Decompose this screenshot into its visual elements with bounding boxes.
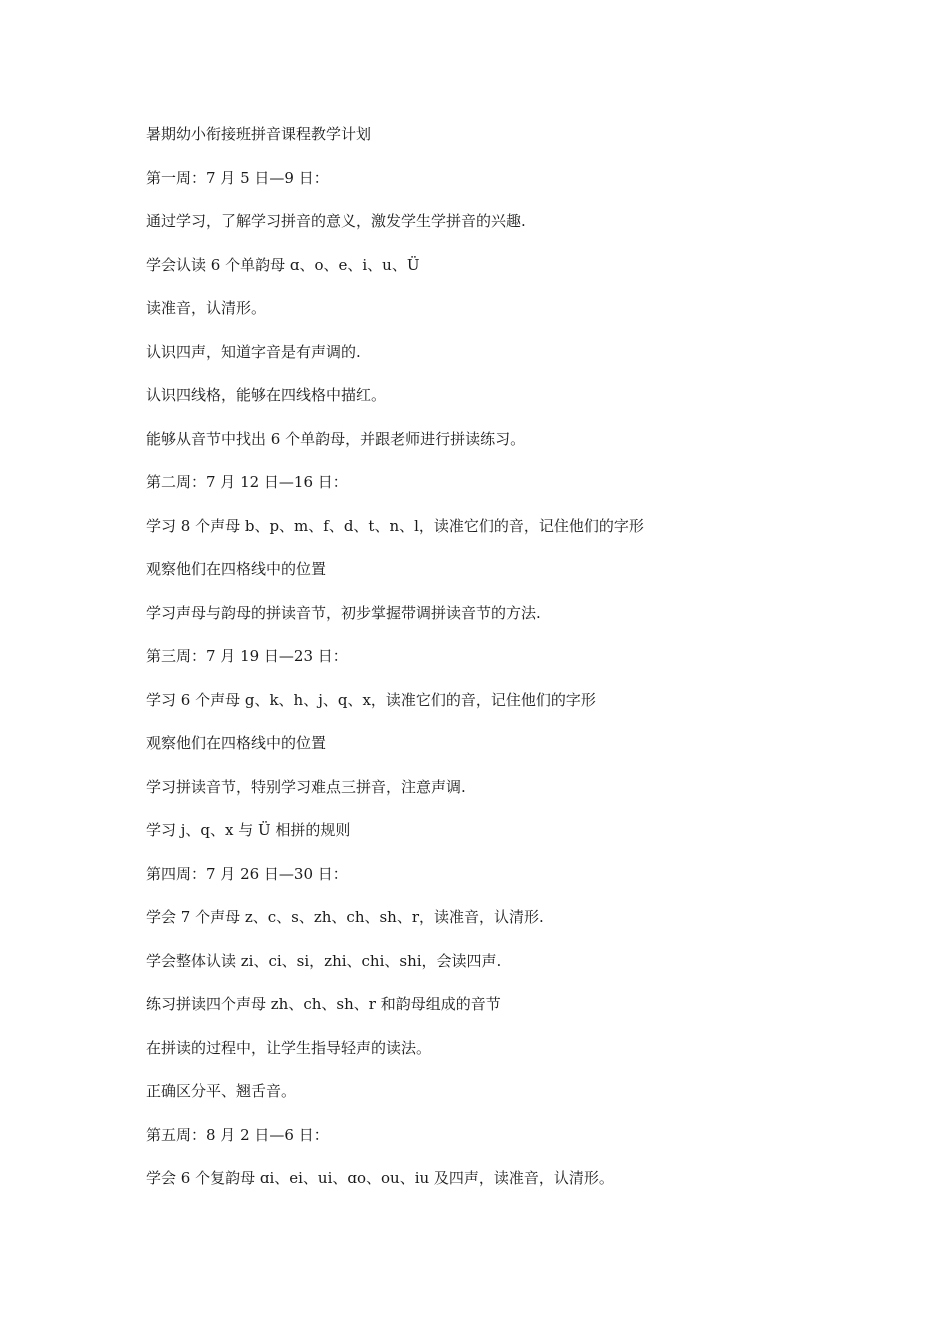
text-line: 学会 6 个复韵母 ɑi、ei、ui、ɑo、ou、iu 及四声，读准音，认清形。 [146,1169,614,1187]
text-line: 能够从音节中找出 6 个单韵母，并跟老师进行拼读练习。 [146,429,526,448]
text-line: 学习拼读音节，特别学习难点三拼音，注意声调. [146,777,466,796]
text-line: 学会认读 6 个单韵母 ɑ、o、e、i、u、Ü [146,255,420,274]
text-line: 练习拼读四个声母 zh、ch、sh、r 和韵母组成的音节 [146,995,501,1013]
text-line: 在拼读的过程中，让学生指导轻声的读法。 [146,1038,432,1057]
text-line: 学会 7 个声母 z、c、s、zh、ch、sh、r，读准音，认清形. [146,908,544,926]
text-line: 学习 8 个声母 b、p、m、f、d、t、n、l，读准它们的音，记住他们的字形 [146,516,644,535]
text-line: 学习 j、q、x 与 Ü 相拼的规则 [146,821,351,839]
text-line: 观察他们在四格线中的位置 [146,560,327,578]
text-line: 观察他们在四格线中的位置 [146,734,327,752]
text-line: 正确区分平、翘舌音。 [146,1082,297,1100]
text-line: 学习 6 个声母 g、k、h、j、q、x，读准它们的音，记住他们的字形 [146,690,596,709]
text-line: 认识四线格，能够在四线格中描红。 [146,386,387,404]
text-line: 学习声母与韵母的拼读音节，初步掌握带调拼读音节的方法. [146,603,541,622]
document-body [146,124,846,1212]
text-line: 认识四声，知道字音是有声调的. [146,342,361,361]
week-heading-3: 第三周：7 月 19 日—23 日： [146,647,348,665]
document-title: 暑期幼小衔接班拼音课程教学计划 [146,125,372,143]
text-line: 通过学习，了解学习拼音的意义，激发学生学拼音的兴趣. [146,212,526,230]
week-heading-1: 第一周：7 月 5 日—9 日： [146,168,329,187]
week-heading-2: 第二周：7 月 12 日—16 日： [146,473,348,491]
text-line: 读准音，认清形。 [146,299,267,317]
text-line: 学会整体认读 zi、ci、si，zhi、chi、shi，会读四声. [146,951,502,970]
week-heading-5: 第五周：8 月 2 日—6 日： [146,1125,329,1144]
week-heading-4: 第四周：7 月 26 日—30 日： [146,864,348,883]
